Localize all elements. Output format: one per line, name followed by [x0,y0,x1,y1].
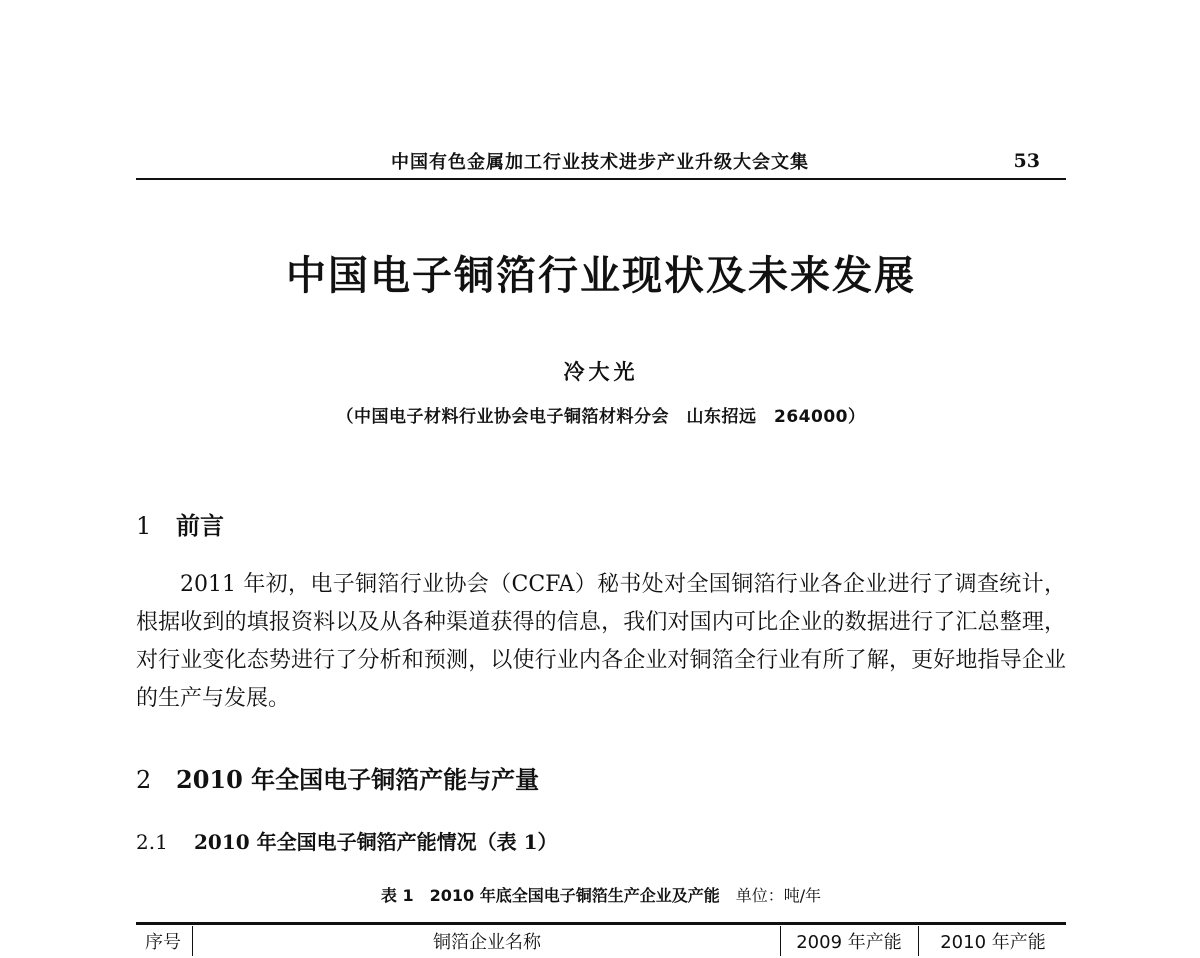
section-number: 1 [136,512,152,540]
running-header-title: 中国有色金属加工行业技术进步产业升级大会文集 [391,152,809,173]
table-caption [136,883,1066,906]
table-header-cell: 2010 年产能 [940,932,1046,953]
section-title: 前言 [176,511,224,540]
author-name: 冷大光 [563,360,639,384]
section-heading-1 [136,506,224,541]
section-heading-2 [136,760,539,795]
section-number: 2.1 [136,830,168,854]
page-number: 53 [1013,150,1040,172]
header-rule [136,178,1066,180]
table-unit: 单位：吨/年 [735,886,822,905]
subsection-heading-2-1 [136,826,558,855]
section-number: 2 [136,766,152,794]
section-title: 2010 年全国电子铜箔产能情况（表 1） [194,830,558,854]
intro-paragraph: 2011 年初，电子铜箔行业协会（CCFA）秘书处对全国铜箔行业各企业进行了调查统计，根据收到的填报资料以及从各种渠道获得的信息，我们对国内可比企业的数据进行了汇总整理，对行业变化态势进行了分析和预测，以使行业内各企业对铜箔全行业有所了解，更好地指导企业的生产与发展。 [136,572,1066,711]
article-title: 中国电子铜箔行业现状及未来发展 [286,252,916,299]
section-title: 2010 年全国电子铜箔产能与产量 [176,765,540,794]
table-top-rule [136,922,1066,925]
table-header-cell: 2009 年产能 [796,932,902,953]
table-caption-text: 表 1 2010 年底全国电子铜箔生产企业及产能 [380,886,720,905]
author-affiliation: （中国电子材料行业协会电子铜箔材料分会 山东招远 264000） [336,407,866,427]
table-header-cell: 序号 [145,932,181,953]
table-header-cell: 铜箔企业名称 [433,932,541,953]
